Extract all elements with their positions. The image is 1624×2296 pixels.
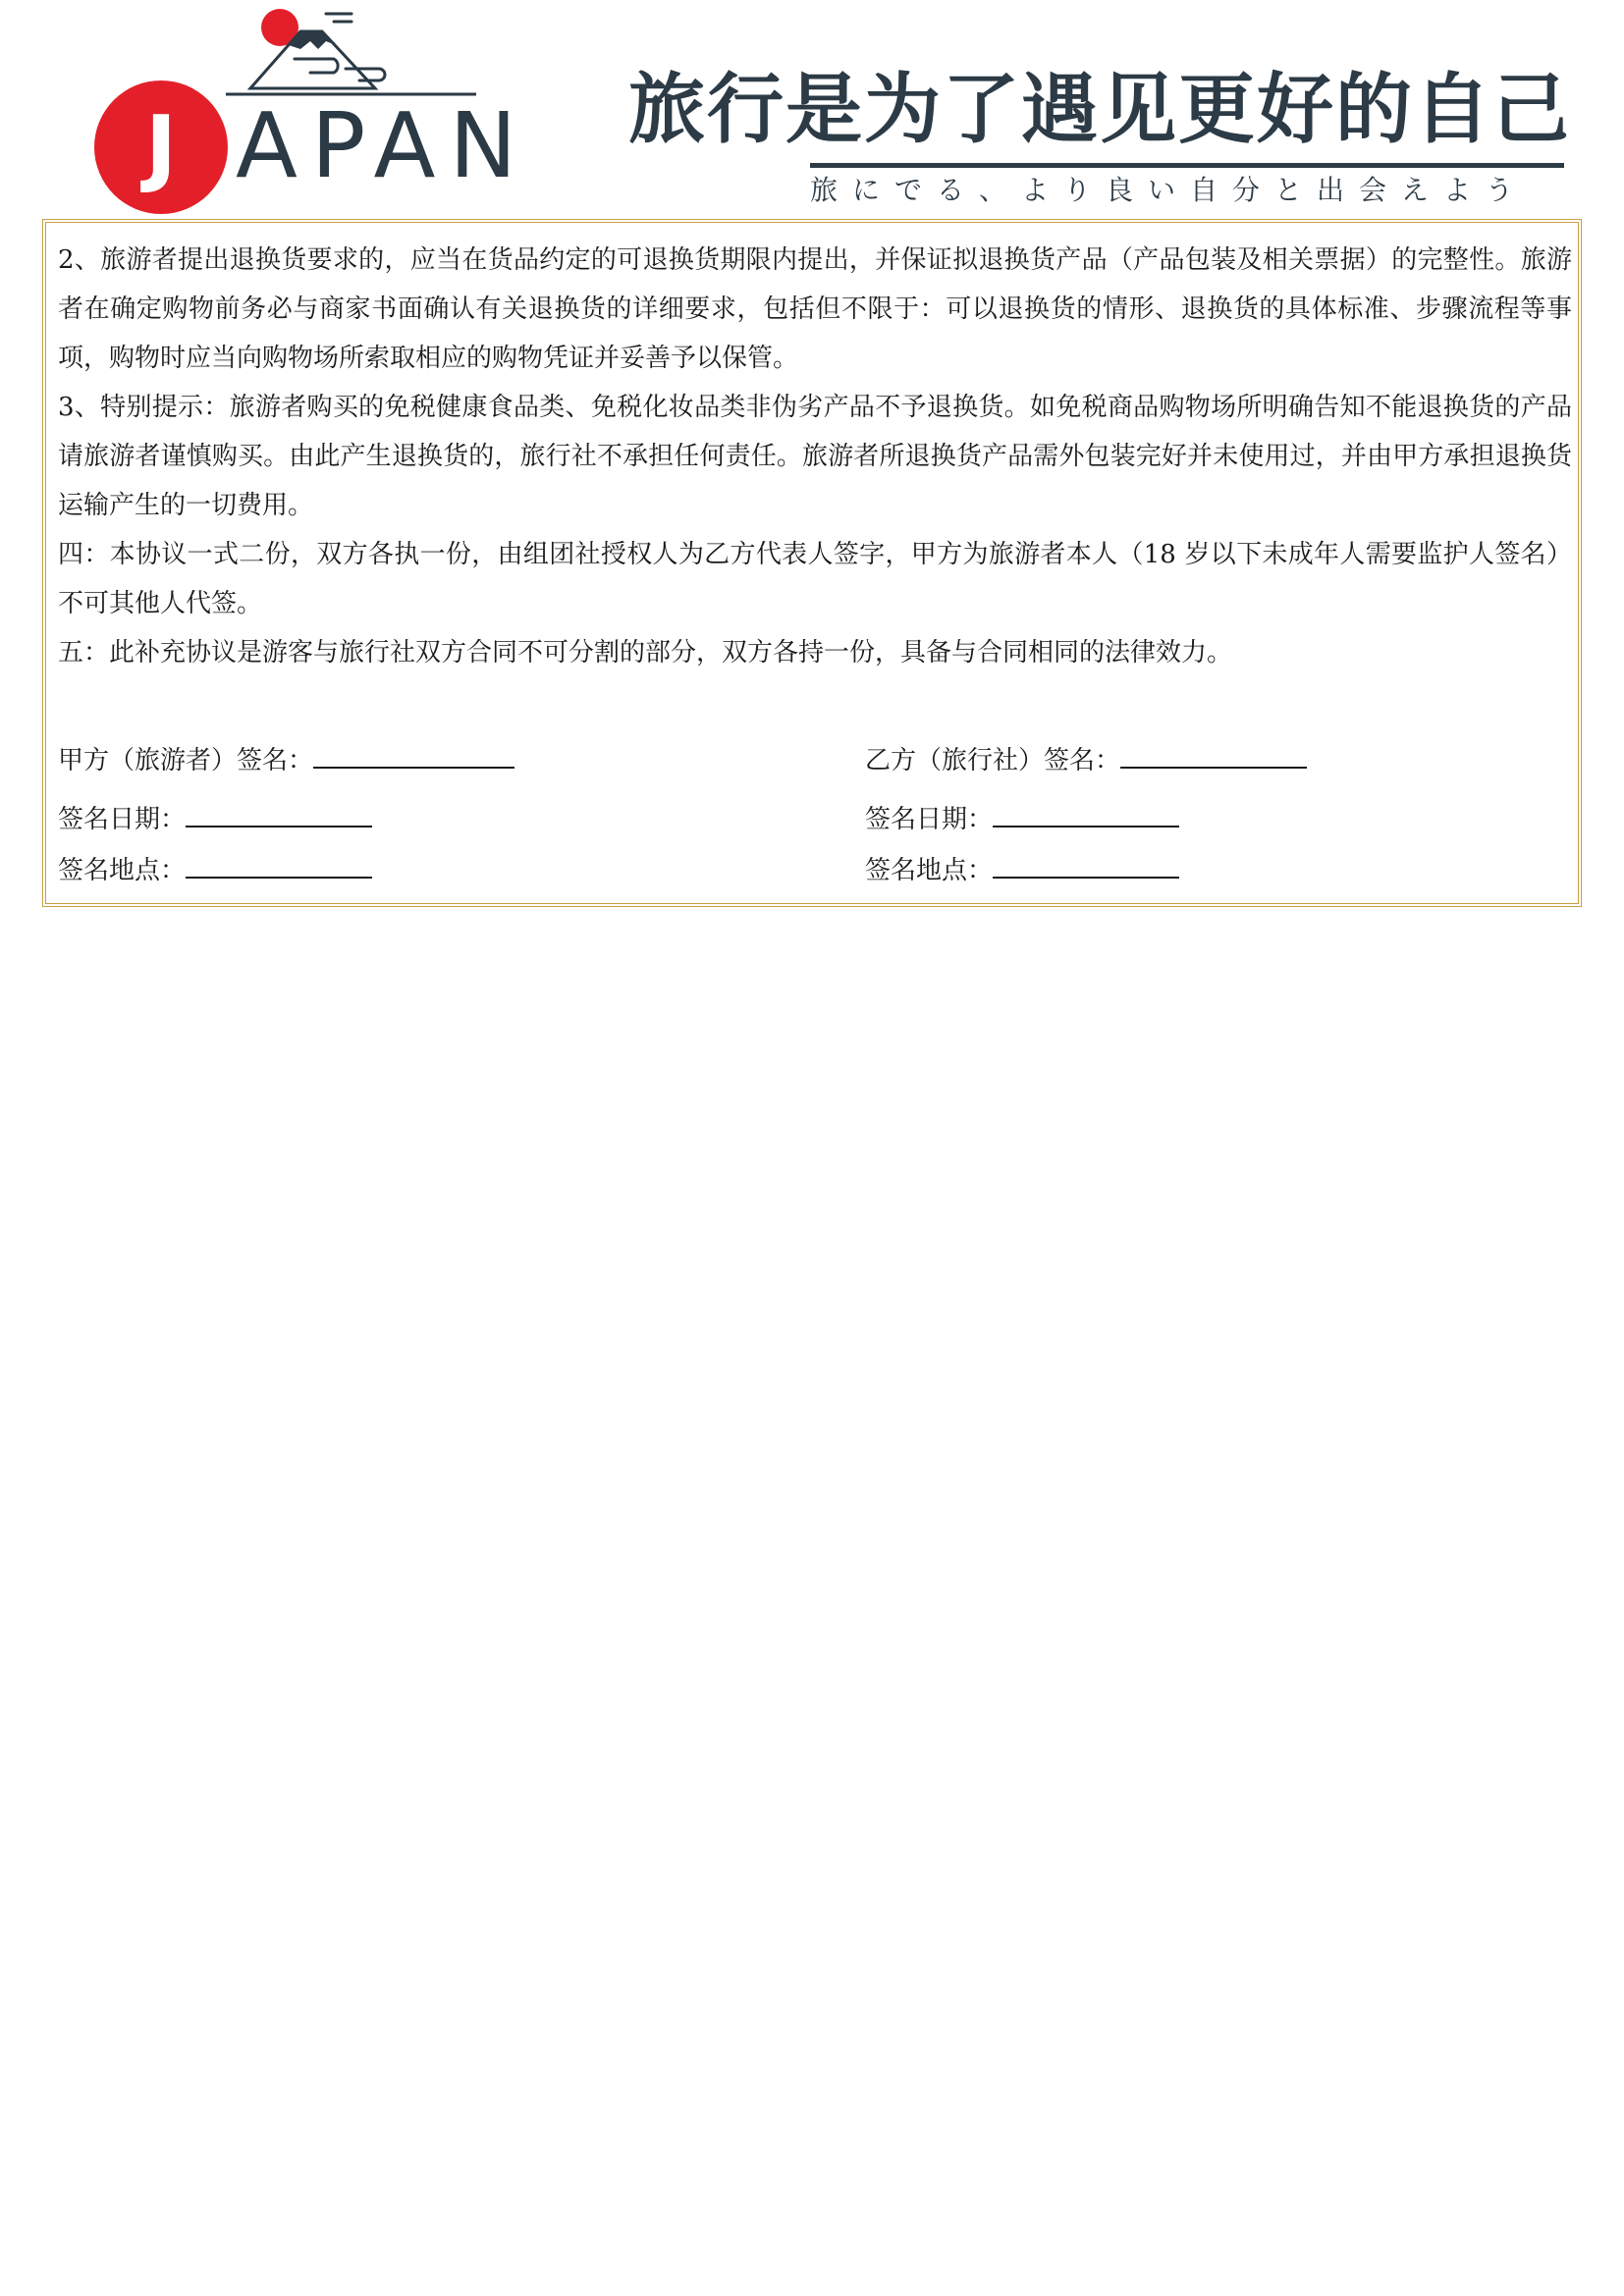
party-a-place-field[interactable] [186,847,372,879]
clause-paragraph: 五：此补充协议是游客与旅行社双方合同不可分割的部分，双方各持一份，具备与合同相同的法律效力。 [58,638,1233,667]
slogan-divider [810,163,1564,168]
party-b-date-label: 签名日期： [865,805,994,834]
party-b-signature-row [865,736,1307,785]
party-b-signature-label: 乙方（旅行社）签名： [865,746,1121,775]
signature-section [58,736,1572,903]
party-b-date-field[interactable] [993,796,1179,828]
party-b-date-row [865,795,1179,844]
party-b-place-label: 签名地点： [865,856,994,885]
party-a-place-row [58,846,372,895]
party-a-date-row [58,795,372,844]
agreement-body [58,236,1572,677]
party-a-signature-field[interactable] [313,737,514,769]
page-header [0,0,1624,216]
slogan-title: 旅行是为了遇见更好的自己 [628,66,1572,154]
logo-initial: J [145,98,177,196]
party-a-signature-label: 甲方（旅游者）签名： [58,746,314,775]
party-b-place-row [865,846,1179,895]
party-a-date-label: 签名日期： [58,805,187,834]
party-b-signature-field[interactable] [1120,737,1307,769]
clause-paragraph: 2、旅游者提出退换货要求的，应当在货品约定的可退换货期限内提出，并保证拟退换货产品（产品包装及相关票据）的完整性。旅游者在确定购物前务必与商家书面确认有关退换货的详细要求，包括但不限于：可以退换货的情形、退换货的具体标准、步骤流程等事项，购物时应当向购物场所索取相应的购物凭证并妥善予以保管。 [58,245,1572,373]
slogan-subtitle: 旅にでる、より良い自分と出会えよう [810,174,1529,206]
clause-paragraph: 四：本协议一式二份，双方各执一份，由组团社授权人为乙方代表人签字，甲方为旅游者本人（18 岁以下未成年人需要监护人签名）不可其他人代签。 [58,540,1572,618]
clause-paragraph: 3、特别提示：旅游者购买的免税健康食品类、免税化妆品类非伪劣产品不予退换货。如免税商品购物场所明确告知不能退换货的产品请旅游者谨慎购买。由此产生退换货的，旅行社不承担任何责任。旅游者所退换货产品需外包装完好并未使用过，并由甲方承担退换货运输产生的一切费用。 [58,393,1572,520]
party-a-date-field[interactable] [186,796,372,828]
party-b-place-field[interactable] [993,847,1179,879]
japan-logo [88,0,550,216]
party-a-place-label: 签名地点： [58,856,187,885]
logo-wordmark: APAN [236,93,531,198]
party-a-signature-row [58,736,514,785]
